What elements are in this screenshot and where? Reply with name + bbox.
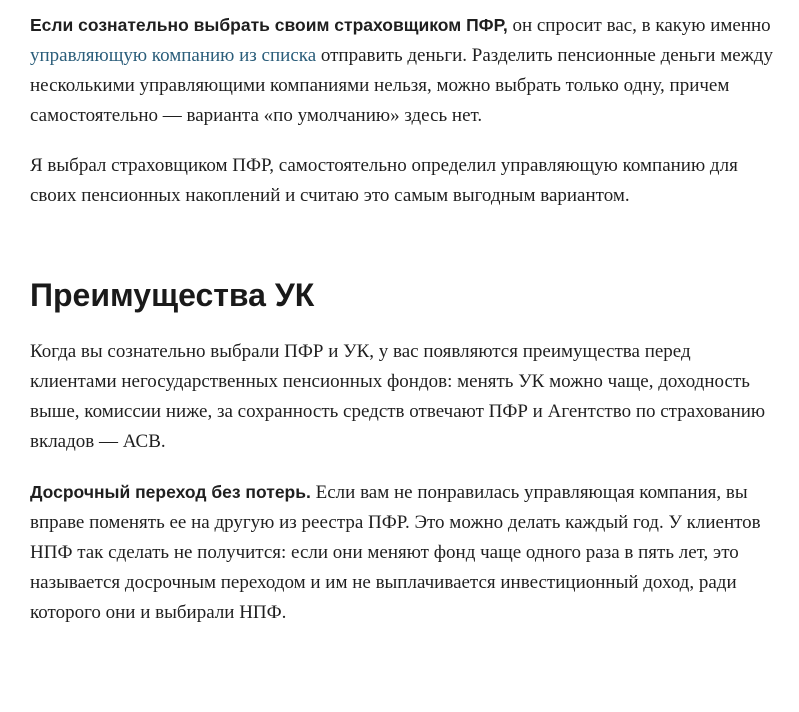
paragraph-lead: Досрочный переход без потерь. xyxy=(30,482,311,502)
paragraph-pfr-choice xyxy=(30,10,775,131)
paragraph-author-choice: Я выбрал страховщиком ПФР, самостоятельно определил управляющую компанию для своих пенсионных накоплений и считаю это самым выгодным вариантом. xyxy=(30,155,738,206)
paragraph-text: он спросит вас, в какую именно xyxy=(507,15,771,36)
section-heading: Преимущества УК xyxy=(30,277,315,313)
management-companies-list-link[interactable]: управляющую компанию из списка xyxy=(30,45,317,66)
paragraph-advantages: Когда вы сознательно выбрали ПФР и УК, у вас появляются преимущества перед клиентами негосударственных пенсионных фондов: менять УК можно чаще, доходность выше, комиссии ниже, за сохранность средств отвечают ПФР и Агентство по страхованию вкладов — АСВ. xyxy=(30,341,766,452)
paragraph-early-transfer xyxy=(30,477,775,628)
paragraph-text: Если вам не понравилась управляющая компания, вы вправе поменять ее на другую из реестра ПФР. Это можно делать каждый год. У клиентов НПФ так сделать не получится: если они меняют фонд чаще одного раза в пять лет, это называется досрочным переходом и им не выплачивается инвестиционный доход, ради которого они и выбирали НПФ. xyxy=(30,482,761,623)
paragraph-text: отправить деньги. Разделить пенсионные деньги между несколькими управляющими компаниями нельзя, можно выбрать только одну, причем самостоятельно — варианта «по умолчанию» здесь нет. xyxy=(30,45,773,126)
article-body xyxy=(30,10,775,628)
paragraph-lead: Если сознательно выбрать своим страховщиком ПФР, xyxy=(30,15,508,35)
